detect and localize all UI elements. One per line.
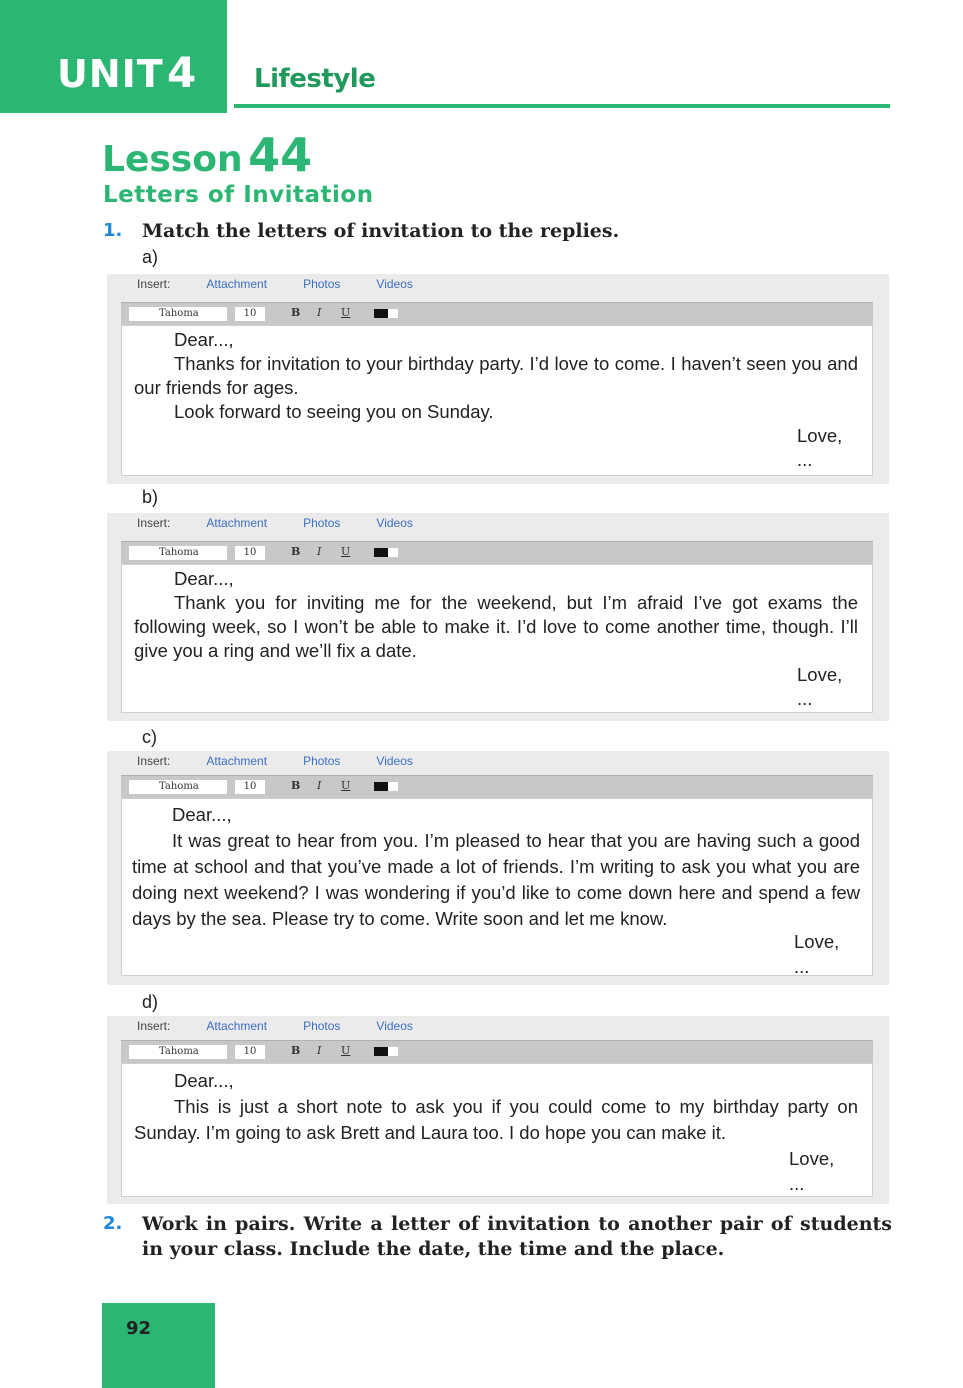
videos-link[interactable]: Videos (376, 1019, 413, 1033)
insert-toolbar (137, 1019, 449, 1033)
format-bar (121, 541, 873, 564)
lesson-heading (102, 128, 312, 182)
highlight-color-icon[interactable] (388, 548, 398, 557)
letter-body: Look forward to seeing you on Sunday. (174, 401, 494, 422)
font-select[interactable]: Tahoma (129, 1045, 227, 1059)
message-body[interactable] (121, 564, 873, 713)
highlight-color-icon[interactable] (388, 782, 398, 791)
insert-toolbar (137, 277, 449, 291)
insert-label: Insert: (137, 516, 171, 530)
letter-greeting: Dear..., (174, 329, 234, 350)
insert-label: Insert: (137, 754, 171, 768)
size-select[interactable]: 10 (235, 780, 265, 794)
highlight-color-icon[interactable] (388, 309, 398, 318)
letter-body: Thanks for invitation to your birthday party. I’d love to come. I haven’t seen you and our friends for ages. (134, 353, 858, 398)
page-number: 92 (126, 1318, 152, 1339)
insert-toolbar (137, 754, 449, 768)
bold-button[interactable]: B (291, 1044, 301, 1057)
letter-b-label: b) (142, 487, 159, 507)
font-select[interactable]: Tahoma (129, 307, 227, 321)
size-select[interactable]: 10 (235, 307, 265, 321)
letter-signature: ... (794, 956, 810, 977)
letter-a-label: a) (142, 247, 159, 267)
attachment-link[interactable]: Attachment (206, 516, 268, 530)
lesson-word: Lesson (102, 139, 243, 180)
letter-greeting: Dear..., (174, 568, 234, 589)
email-panel-b (107, 513, 889, 721)
italic-button[interactable]: I (317, 306, 322, 319)
format-bar (121, 775, 873, 798)
letter-signature: ... (797, 688, 813, 709)
underline-button[interactable]: U (341, 779, 351, 792)
unit-label: UNIT (57, 52, 164, 96)
letter-signature: ... (789, 1173, 805, 1194)
letter-d-label: d) (142, 992, 159, 1012)
letter-closing: Love, (789, 1148, 835, 1169)
message-body[interactable] (121, 325, 873, 476)
letter-closing: Love, (794, 931, 840, 952)
letter-body: Thank you for inviting me for the weekend, but I’m afraid I’ve got exams the following week, so I won’t be able to make it. I’d love to come another time, though. I’ll give you a ring and we’ll fix a date. (134, 592, 858, 661)
text-color-icon[interactable] (374, 309, 388, 318)
size-select[interactable]: 10 (235, 1045, 265, 1059)
videos-link[interactable]: Videos (376, 516, 413, 530)
text-color-icon[interactable] (374, 548, 388, 557)
letter-body: This is just a short note to ask you if you could come to my birthday party on Sunday. I’m going to ask Brett and Laura too. I do hope you can make it. (134, 1096, 858, 1143)
photos-link[interactable]: Photos (303, 754, 341, 768)
attachment-link[interactable]: Attachment (206, 754, 268, 768)
bold-button[interactable]: B (291, 306, 301, 319)
task-1-number: 1. (103, 220, 123, 241)
highlight-color-icon[interactable] (388, 1047, 398, 1056)
videos-link[interactable]: Videos (376, 754, 413, 768)
letter-body: It was great to hear from you. I’m pleased to hear that you are having such a good time at school and that you’ve made a lot of friends. I’m writing to ask you what you are doing next weekend? I was wondering if you’d like to come down here and spend a few days by the sea. Please try to come. Write soon and let me know. (132, 830, 860, 929)
lesson-subtitle: Letters of Invitation (103, 182, 374, 208)
bold-button[interactable]: B (291, 545, 301, 558)
underline-button[interactable]: U (341, 545, 351, 558)
task-2-number: 2. (103, 1213, 123, 1234)
letter-closing: Love, (797, 664, 843, 685)
photos-link[interactable]: Photos (303, 1019, 341, 1033)
photos-link[interactable]: Photos (303, 516, 341, 530)
email-panel-d (107, 1016, 889, 1204)
photos-link[interactable]: Photos (303, 277, 341, 291)
letter-c-label: c) (142, 727, 157, 747)
email-panel-a (107, 274, 889, 484)
message-body[interactable] (121, 1063, 873, 1197)
font-select[interactable]: Tahoma (129, 546, 227, 560)
header-rule (234, 104, 890, 108)
task-2-instruction: Work in pairs. Write a letter of invitation to another pair of students in your class. Include the date, the time and the place. (142, 1213, 892, 1260)
letter-closing: Love, (797, 425, 843, 446)
letter-greeting: Dear..., (172, 804, 232, 825)
format-bar (121, 1040, 873, 1063)
italic-button[interactable]: I (317, 545, 322, 558)
unit-title: Lifestyle (254, 64, 376, 94)
videos-link[interactable]: Videos (376, 277, 413, 291)
insert-label: Insert: (137, 277, 171, 291)
text-color-icon[interactable] (374, 1047, 388, 1056)
italic-button[interactable]: I (317, 1044, 322, 1057)
underline-button[interactable]: U (341, 1044, 351, 1057)
text-color-icon[interactable] (374, 782, 388, 791)
attachment-link[interactable]: Attachment (206, 277, 268, 291)
letter-signature: ... (797, 449, 813, 470)
letter-greeting: Dear..., (174, 1070, 234, 1091)
format-bar (121, 302, 873, 325)
underline-button[interactable]: U (341, 306, 351, 319)
lesson-number: 44 (248, 128, 313, 182)
italic-button[interactable]: I (317, 779, 322, 792)
page-number-box (102, 1303, 215, 1388)
insert-label: Insert: (137, 1019, 171, 1033)
font-select[interactable]: Tahoma (129, 780, 227, 794)
message-body[interactable] (121, 798, 873, 976)
task-1-instruction: Match the letters of invitation to the replies. (142, 220, 620, 242)
attachment-link[interactable]: Attachment (206, 1019, 268, 1033)
insert-toolbar (137, 516, 449, 530)
unit-number: 4 (167, 48, 197, 97)
size-select[interactable]: 10 (235, 546, 265, 560)
bold-button[interactable]: B (291, 779, 301, 792)
email-panel-c (107, 751, 889, 985)
